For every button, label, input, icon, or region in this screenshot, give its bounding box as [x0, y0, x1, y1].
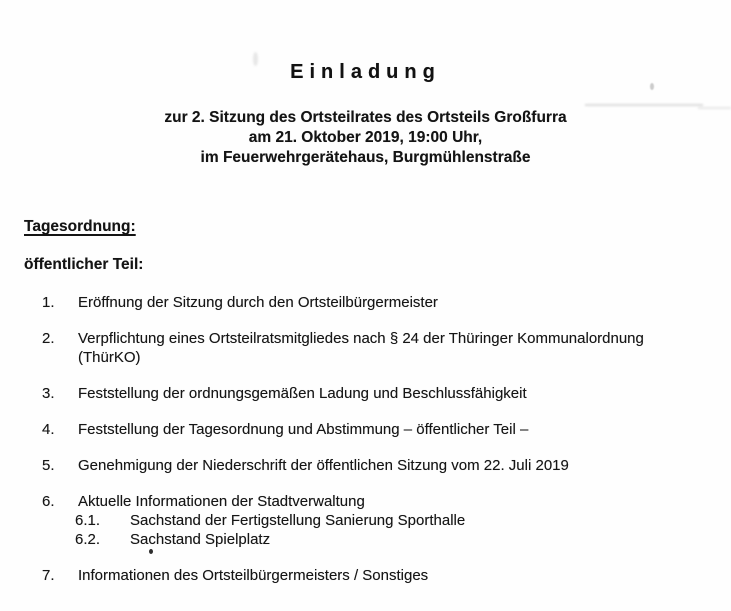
agenda-item — [42, 492, 723, 549]
agenda-item-body — [78, 566, 723, 585]
agenda-item-number: 1. — [42, 294, 55, 311]
agenda-item-body — [78, 420, 723, 439]
agenda-item-number: 2. — [42, 330, 55, 347]
meeting-subtitle — [0, 108, 731, 168]
agenda-subitem-number: 6.2. — [75, 531, 101, 548]
agenda-item-body — [78, 456, 723, 475]
document-title: Einladung — [290, 61, 441, 83]
subtitle-line-location: im Feuerwehrgerätehaus, Burgmühlenstraße — [200, 149, 531, 166]
agenda-item-number: 3. — [42, 385, 55, 402]
subtitle-line-datetime: am 21. Oktober 2019, 19:00 Uhr, — [248, 129, 483, 146]
agenda-subitem-number: 6.1. — [75, 512, 101, 529]
agenda-subitem — [75, 511, 723, 530]
scan-artifact-speck — [650, 83, 654, 90]
agenda-heading: Tagesordnung: — [24, 218, 136, 235]
agenda-item — [42, 293, 723, 312]
agenda-subitem-text: Sachstand Spielplatz — [130, 531, 271, 548]
agenda-item-text: Feststellung der ordnungsgemäßen Ladung und Beschlussfähigkeit — [78, 385, 527, 402]
agenda-item — [42, 420, 723, 439]
agenda-item-text: Informationen des Ortsteilbürgermeisters / Sonstiges — [78, 567, 429, 584]
agenda-item — [42, 329, 723, 367]
agenda-list — [42, 293, 723, 585]
agenda-item-text: Eröffnung der Sitzung durch den Ortsteilbürgermeister — [78, 294, 438, 311]
agenda-item-body — [78, 293, 723, 312]
agenda-item — [42, 456, 723, 475]
agenda-item-number: 5. — [42, 457, 55, 474]
agenda-item-text: (ThürKO) — [78, 349, 141, 366]
agenda-subitem-text: Sachstand der Fertigstellung Sanierung Sporthalle — [130, 512, 466, 529]
agenda-subitem — [75, 530, 723, 549]
agenda-item-text: Verpflichtung eines Ortsteilratsmitgliedes nach § 24 der Thüringer Kommunalordnung — [78, 330, 644, 347]
public-section-heading: öffentlicher Teil: — [24, 256, 144, 273]
agenda-item — [42, 566, 723, 585]
agenda-item-number: 4. — [42, 421, 55, 438]
agenda-item — [42, 384, 723, 403]
agenda-item-text: Aktuelle Informationen der Stadtverwaltung — [78, 493, 365, 510]
agenda-item-text: Genehmigung der Niederschrift der öffentlichen Sitzung vom 22. Juli 2019 — [78, 457, 569, 474]
agenda-item-body — [75, 492, 723, 549]
agenda-item-body — [78, 384, 723, 403]
agenda-item-number: 6. — [42, 493, 55, 510]
agenda-item-number: 7. — [42, 567, 55, 584]
scan-artifact-streak — [585, 104, 703, 106]
subtitle-line-meeting: zur 2. Sitzung des Ortsteilrates des Ortsteils Großfurra — [164, 109, 567, 126]
agenda-item-body — [78, 329, 723, 367]
agenda-item-text: Feststellung der Tagesordnung und Abstimmung – öffentlicher Teil – — [78, 421, 529, 438]
